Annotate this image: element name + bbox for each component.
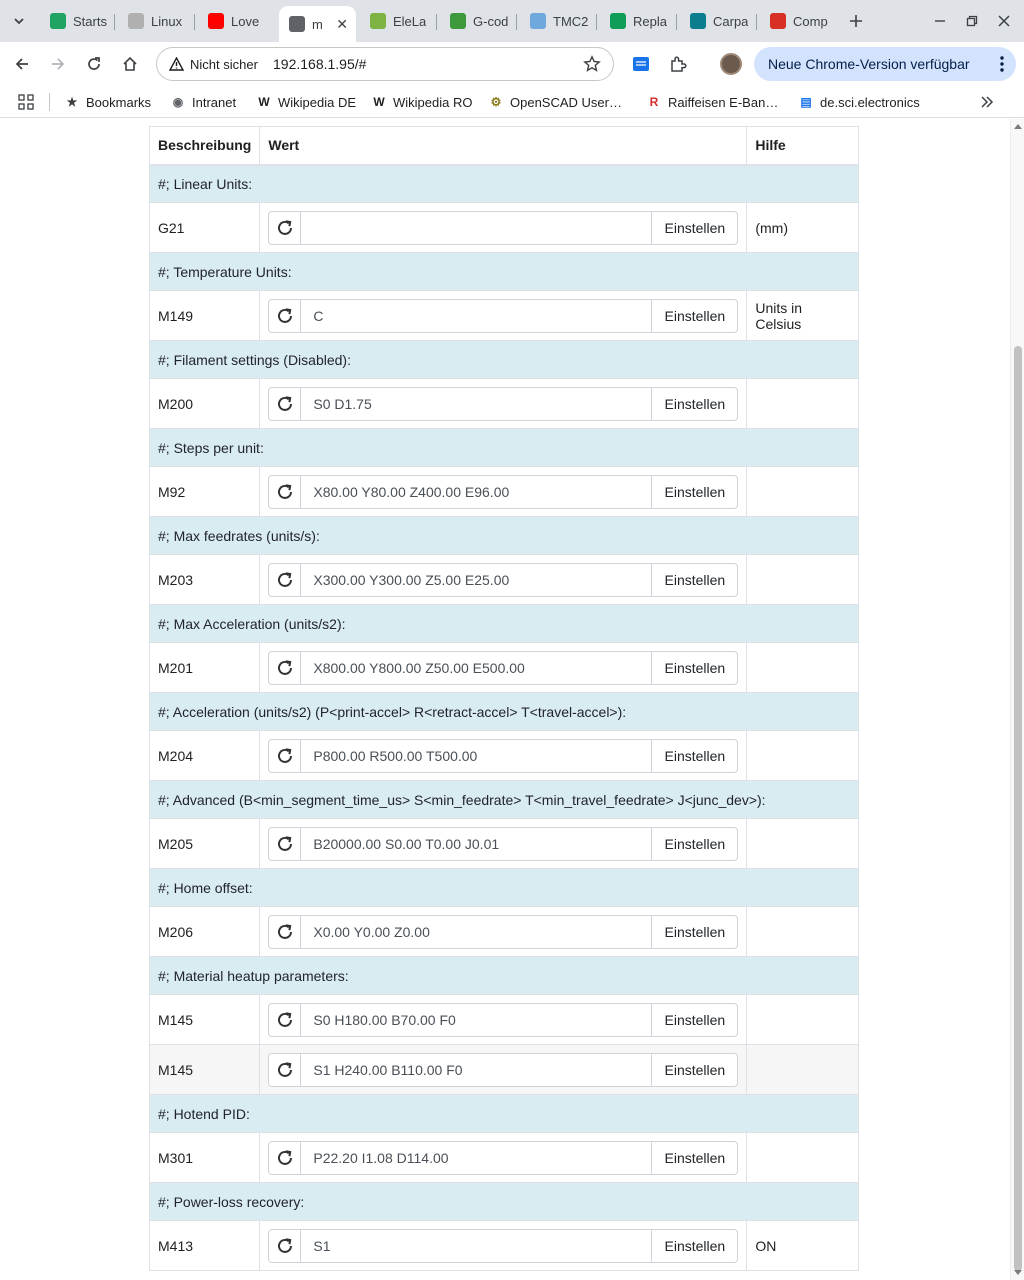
tab-title: m (312, 16, 323, 32)
value-input[interactable] (301, 651, 651, 685)
value-cell (260, 291, 747, 341)
raiffeisen-icon: R (649, 95, 659, 109)
section-row (150, 341, 859, 379)
refresh-button[interactable] (268, 915, 301, 949)
value-cell (260, 819, 747, 869)
header-value: Wert (260, 127, 747, 165)
refresh-button[interactable] (268, 299, 301, 333)
home-icon (122, 56, 138, 72)
set-button[interactable]: Einstellen (651, 299, 738, 333)
set-button[interactable]: Einstellen (651, 563, 738, 597)
tab-title: G-cod (473, 13, 509, 29)
section-row (150, 869, 859, 907)
set-button[interactable]: Einstellen (651, 739, 738, 773)
bookmark-label: Bookmarks (86, 94, 152, 110)
tab-separator (114, 14, 115, 30)
section-title: #; Hotend PID: (150, 1095, 859, 1133)
help-cell (747, 1133, 859, 1183)
bookmark-label: Intranet (192, 94, 237, 110)
new-tab-button[interactable] (846, 11, 866, 31)
scrollbar-thumb[interactable] (1014, 346, 1022, 1271)
browser-tab[interactable] (600, 6, 672, 36)
browser-toolbar (0, 42, 1024, 86)
extension-button[interactable] (631, 54, 651, 74)
gcode-cell: G21 (150, 203, 260, 253)
section-title: #; Material heatup parameters: (150, 957, 859, 995)
bookmark-item[interactable] (170, 93, 236, 111)
refresh-button[interactable] (268, 1229, 301, 1263)
section-row (150, 429, 859, 467)
value-input[interactable] (301, 1053, 651, 1087)
star-icon: ★ (66, 95, 78, 109)
value-input[interactable] (301, 475, 651, 509)
browser-tab[interactable] (360, 6, 432, 36)
replace-icon (610, 13, 626, 29)
globe-icon (289, 16, 305, 32)
tab-separator (596, 14, 597, 30)
update-label: Neue Chrome-Version verfügbar (768, 56, 970, 72)
section-title: #; Max feedrates (units/s): (150, 517, 859, 555)
extensions-menu-button[interactable] (668, 54, 688, 74)
tab-separator (194, 14, 195, 30)
table-row (150, 203, 859, 253)
section-row (150, 957, 859, 995)
browser-tab[interactable] (520, 6, 592, 36)
set-button[interactable]: Einstellen (651, 1141, 738, 1175)
refresh-button[interactable] (268, 1141, 301, 1175)
carpa-icon (690, 13, 706, 29)
value-input-group (268, 1003, 738, 1037)
browser-tab[interactable] (440, 6, 512, 36)
section-row (150, 517, 859, 555)
chevron-down-icon (13, 15, 25, 27)
refresh-icon (276, 835, 294, 853)
value-input-group (268, 1229, 738, 1263)
browser-tab[interactable] (198, 6, 272, 36)
bookmark-label: Wikipedia RO (393, 94, 473, 110)
tab-title: Starts (73, 13, 107, 29)
value-input[interactable] (301, 299, 651, 333)
refresh-icon (276, 923, 294, 941)
value-cell (260, 203, 747, 253)
minimize-icon (934, 15, 946, 27)
help-cell (747, 555, 859, 605)
refresh-icon (276, 1237, 294, 1255)
more-bookmarks-button[interactable] (980, 93, 994, 111)
table-row (150, 731, 859, 781)
table-row (150, 643, 859, 693)
update-chrome-button[interactable] (754, 47, 1016, 81)
tab-title: Comp (793, 13, 828, 29)
wikipedia-icon: W (373, 95, 385, 109)
refresh-button[interactable] (268, 475, 301, 509)
set-button[interactable]: Einstellen (651, 387, 738, 421)
tab-separator (516, 14, 517, 30)
gcode-cell: M145 (150, 995, 260, 1045)
refresh-button[interactable] (268, 1003, 301, 1037)
help-cell (747, 1045, 859, 1095)
table-row (150, 555, 859, 605)
value-input-group (268, 915, 738, 949)
wikipedia-icon: W (258, 95, 270, 109)
puzzle-icon (669, 55, 687, 73)
back-arrow-icon (14, 56, 30, 72)
value-input[interactable] (301, 563, 651, 597)
profile-avatar[interactable] (720, 53, 742, 75)
section-title: #; Linear Units: (150, 165, 859, 203)
section-title: #; Filament settings (Disabled): (150, 341, 859, 379)
help-cell (747, 467, 859, 517)
sy-icon (128, 13, 144, 29)
help-cell: ON (747, 1221, 859, 1271)
refresh-icon (276, 307, 294, 325)
tab-title: Linux (151, 13, 183, 29)
value-cell (260, 643, 747, 693)
bookmark-item[interactable] (488, 93, 622, 111)
restore-icon (966, 15, 978, 27)
table-row (150, 907, 859, 957)
browser-tab[interactable] (118, 6, 190, 36)
refresh-icon (276, 395, 294, 413)
header-help: Hilfe (747, 127, 859, 165)
section-row (150, 165, 859, 203)
refresh-icon (276, 571, 294, 589)
bookmark-item[interactable] (798, 93, 920, 111)
browser-tab[interactable] (760, 6, 832, 36)
tab-strip (0, 0, 1024, 42)
reload-button[interactable] (84, 54, 104, 74)
section-title: #; Max Acceleration (units/s2): (150, 605, 859, 643)
gcode-cell: M201 (150, 643, 260, 693)
security-chip[interactable] (161, 51, 268, 77)
apps-button[interactable] (18, 93, 34, 111)
tab-title: Repla (633, 13, 667, 29)
tmc-icon (530, 13, 546, 29)
section-title: #; Power-loss recovery: (150, 1183, 859, 1221)
gcode-cell: M92 (150, 467, 260, 517)
value-input-group (268, 1141, 738, 1175)
kebab-menu-icon[interactable] (1000, 56, 1004, 72)
address-bar[interactable] (156, 47, 614, 81)
elela-icon (370, 13, 386, 29)
tab-title: EleLa (393, 13, 427, 29)
tab-title: TMC2 (553, 13, 589, 29)
tab-separator (436, 14, 437, 30)
bookmarks-bar (0, 86, 1024, 118)
refresh-icon (276, 1061, 294, 1079)
refresh-button[interactable] (268, 651, 301, 685)
gcode-cell: M203 (150, 555, 260, 605)
set-button[interactable]: Einstellen (651, 211, 738, 245)
section-row (150, 693, 859, 731)
section-row (150, 781, 859, 819)
bookmark-label: de.sci.electronics (820, 94, 920, 110)
apps-grid-icon (18, 94, 34, 110)
section-title: #; Acceleration (units/s2) (P<print-accel> R<retract-accel> T<travel-accel>): (150, 693, 859, 731)
tab-search-button[interactable] (6, 8, 32, 34)
section-title: #; Steps per unit: (150, 429, 859, 467)
table-row (150, 291, 859, 341)
value-input[interactable] (301, 1229, 651, 1263)
value-cell (260, 555, 747, 605)
value-input-group (268, 827, 738, 861)
value-cell (260, 907, 747, 957)
groups-icon: ▤ (800, 95, 812, 109)
refresh-icon (276, 659, 294, 677)
tab-separator (676, 14, 677, 30)
section-row (150, 253, 859, 291)
set-button[interactable]: Einstellen (651, 1053, 738, 1087)
scroll-down-icon[interactable] (1014, 1270, 1022, 1275)
value-input[interactable] (301, 827, 651, 861)
gcode-cell: M205 (150, 819, 260, 869)
gcode-cell: M200 (150, 379, 260, 429)
header-description: Beschreibung (150, 127, 260, 165)
close-window-button[interactable] (996, 13, 1012, 29)
table-row (150, 1045, 859, 1095)
bookmark-item[interactable] (256, 93, 356, 111)
chevron-double-right-icon (980, 95, 994, 109)
value-input[interactable] (301, 387, 651, 421)
tab-title: Love (231, 13, 260, 29)
globe-icon: ◉ (172, 95, 184, 109)
plus-icon (849, 14, 863, 28)
table-row (150, 819, 859, 869)
bookmark-star-icon[interactable] (583, 55, 601, 73)
bookmark-label: OpenSCAD User… (510, 94, 622, 110)
refresh-button[interactable] (268, 739, 301, 773)
value-input[interactable] (301, 211, 651, 245)
drive-icon (50, 13, 66, 29)
set-button[interactable]: Einstellen (651, 827, 738, 861)
refresh-button[interactable] (268, 827, 301, 861)
table-row (150, 379, 859, 429)
forward-arrow-icon (50, 56, 66, 72)
tab-title: Carpa (713, 13, 749, 29)
value-cell (260, 1221, 747, 1271)
gcode-cell: M145 (150, 1045, 260, 1095)
set-button[interactable]: Einstellen (651, 915, 738, 949)
refresh-icon (276, 1011, 294, 1029)
table-row (150, 467, 859, 517)
table-row (150, 1221, 859, 1271)
tab-separator (756, 14, 757, 30)
value-input-group (268, 387, 738, 421)
bookmark-item[interactable] (646, 93, 778, 111)
bookmark-label: Raiffeisen E-Ban… (668, 94, 779, 110)
help-cell (747, 907, 859, 957)
table-row (150, 995, 859, 1045)
value-cell (260, 731, 747, 781)
value-cell (260, 1133, 747, 1183)
table-header-row (150, 127, 859, 165)
value-cell (260, 1045, 747, 1095)
vertical-scrollbar[interactable] (1010, 119, 1024, 1280)
value-input[interactable] (301, 1141, 651, 1175)
section-row (150, 1183, 859, 1221)
minimize-button[interactable] (932, 13, 948, 29)
bookmark-item[interactable] (64, 93, 151, 111)
value-input-group (268, 299, 738, 333)
table-row (150, 1133, 859, 1183)
forward-button[interactable] (48, 54, 68, 74)
refresh-icon (276, 483, 294, 501)
gcode-cell: M149 (150, 291, 260, 341)
gcode-cell: M204 (150, 731, 260, 781)
refresh-button[interactable] (268, 211, 301, 245)
refresh-icon (276, 1149, 294, 1167)
back-button[interactable] (12, 54, 32, 74)
settings-table (149, 126, 859, 1271)
section-title: #; Advanced (B<min_segment_time_us> S<min_feedrate> T<min_travel_feedrate> J<junc_dev>): (150, 781, 859, 819)
refresh-button[interactable] (268, 1053, 301, 1087)
gcode-cell: M206 (150, 907, 260, 957)
set-button[interactable]: Einstellen (651, 475, 738, 509)
url-text[interactable]: 192.168.1.95/# (273, 56, 367, 72)
bookmark-label: Wikipedia DE (278, 94, 357, 110)
youtube-icon (208, 13, 224, 29)
value-cell (260, 995, 747, 1045)
browser-tab[interactable] (40, 6, 110, 36)
bookmarks-divider (49, 93, 50, 111)
page-viewport (0, 119, 1010, 1280)
reload-icon (86, 56, 102, 72)
close-tab-icon[interactable]: ✕ (336, 15, 348, 32)
value-input-group (268, 475, 738, 509)
comp-icon (770, 13, 786, 29)
value-input[interactable] (301, 739, 651, 773)
value-cell (260, 379, 747, 429)
browser-tab[interactable] (279, 6, 356, 42)
home-button[interactable] (120, 54, 140, 74)
gcode-cell: M301 (150, 1133, 260, 1183)
refresh-button[interactable] (268, 563, 301, 597)
value-input-group (268, 739, 738, 773)
help-cell (747, 731, 859, 781)
help-cell (747, 995, 859, 1045)
section-title: #; Temperature Units: (150, 253, 859, 291)
leaf-icon (450, 13, 466, 29)
section-title: #; Home offset: (150, 869, 859, 907)
restore-button[interactable] (964, 13, 980, 29)
value-input-group (268, 651, 738, 685)
refresh-button[interactable] (268, 387, 301, 421)
value-input[interactable] (301, 915, 651, 949)
refresh-icon (276, 747, 294, 765)
help-cell (747, 819, 859, 869)
section-row (150, 605, 859, 643)
value-input-group (268, 1053, 738, 1087)
scroll-up-icon[interactable] (1014, 124, 1022, 129)
bookmark-item[interactable] (371, 93, 472, 111)
warning-icon (169, 57, 184, 71)
set-button[interactable]: Einstellen (651, 1003, 738, 1037)
help-cell (747, 379, 859, 429)
value-cell (260, 467, 747, 517)
security-label: Nicht sicher (190, 56, 258, 72)
help-cell: Units in Celsius (747, 291, 859, 341)
value-input-group (268, 563, 738, 597)
value-input[interactable] (301, 1003, 651, 1037)
close-icon (998, 15, 1010, 27)
set-button[interactable]: Einstellen (651, 1229, 738, 1263)
help-cell: (mm) (747, 203, 859, 253)
refresh-icon (276, 219, 294, 237)
browser-tab[interactable] (680, 6, 752, 36)
gcode-cell: M413 (150, 1221, 260, 1271)
section-row (150, 1095, 859, 1133)
set-button[interactable]: Einstellen (651, 651, 738, 685)
openscad-icon: ⚙ (490, 95, 502, 109)
extension-app-icon (632, 55, 650, 73)
value-input-group (268, 211, 738, 245)
help-cell (747, 643, 859, 693)
